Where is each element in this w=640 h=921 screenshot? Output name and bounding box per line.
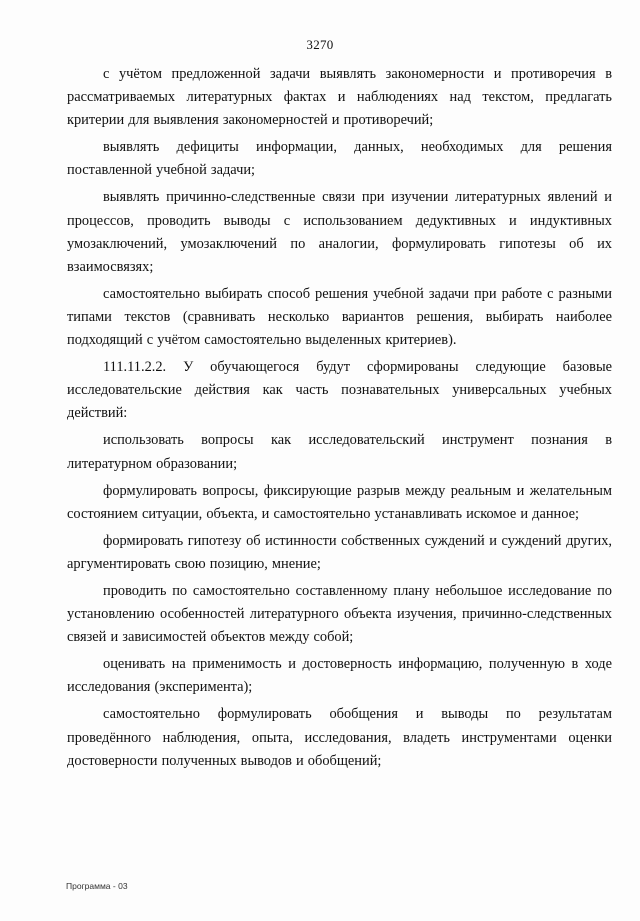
paragraph: самостоятельно выбирать способ решения учебной задачи при работе с разными типами текстов (сравнивать несколько вариантов решения, выбирать наиболее подходящий с учётом самостоятельно выделенных критериев). xyxy=(67,285,612,349)
paragraph: выявлять причинно-следственные связи при изучении литературных явлений и процессов, проводить выводы с использованием дедуктивных и индуктивных умозаключений, умозаключений по аналогии, формулировать гипотезы об их взаимосвязях; xyxy=(67,189,612,275)
paragraph: с учётом предложенной задачи выявлять закономерности и противоречия в рассматриваемых литературных фактах и наблюдениях над текстом, предлагать критерии для выявления закономерностей и противоречий; xyxy=(67,66,612,129)
paragraph: проводить по самостоятельно составленному плану небольшое исследование по установлению особенностей литературного объекта изучения, причинно-следственных связей и зависимостей объектов между собой; xyxy=(67,582,612,646)
paragraph: формулировать вопросы, фиксирующие разрыв между реальным и желательным состоянием ситуации, объекта, и самостоятельно устанавливать искомое и данное; xyxy=(67,482,612,522)
page-number: 3270 xyxy=(306,37,334,52)
paragraph: самостоятельно формулировать обобщения и выводы по результатам проведённого наблюдения, опыта, исследования, владеть инструментами оценки достоверности полученных выводов и обобщений; xyxy=(67,706,612,769)
paragraph: выявлять дефициты информации, данных, необходимых для решения поставленной учебной задачи; xyxy=(67,139,612,179)
paragraph: использовать вопросы как исследовательский инструмент познания в литературном образовании; xyxy=(67,432,612,472)
paragraph: оценивать на применимость и достоверность информацию, полученную в ходе исследования (эксперимента); xyxy=(67,656,612,696)
section-heading-paragraph: 111.11.2.2. У обучающегося будут сформированы следующие базовые исследовательские действия как часть познавательных универсальных учебных действий: xyxy=(67,359,612,422)
document-body xyxy=(67,63,612,777)
footer-label: Программа - 03 xyxy=(66,881,128,891)
paragraph: формировать гипотезу об истинности собственных суждений и суждений других, аргументировать свою позицию, мнение; xyxy=(67,532,612,572)
